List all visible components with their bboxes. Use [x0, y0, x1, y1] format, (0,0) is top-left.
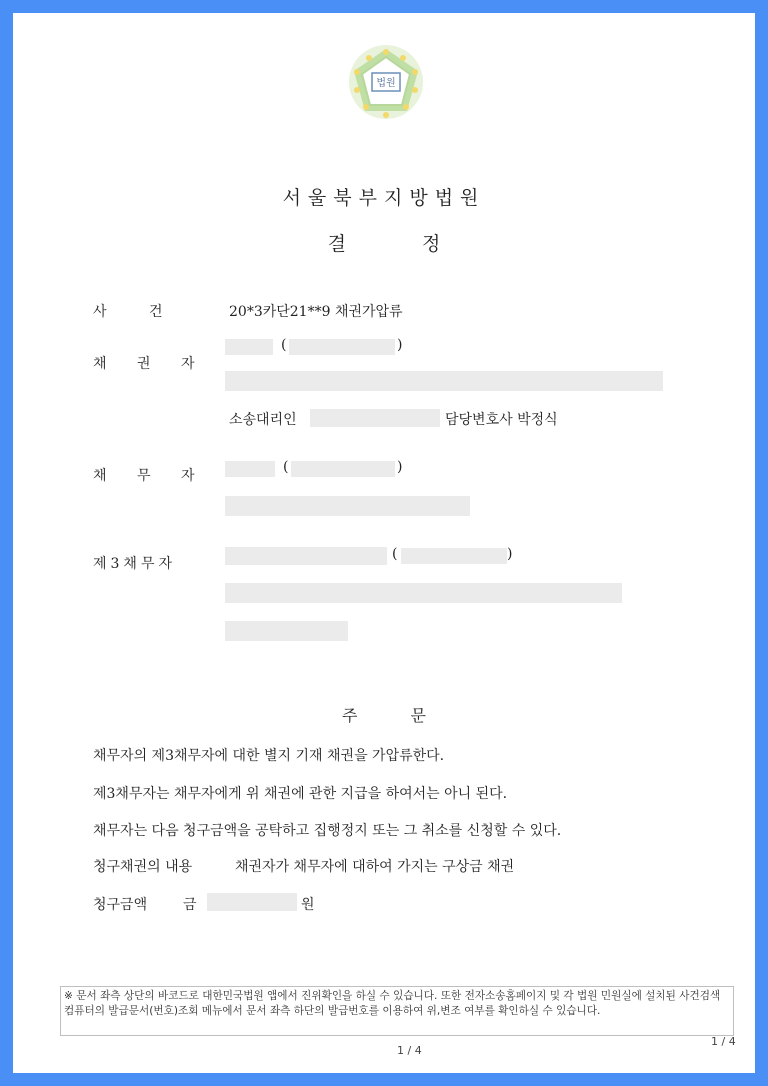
redacted-creditor-address — [225, 371, 663, 391]
claim-amount-label: 청구금액 — [93, 897, 148, 913]
document-page — [13, 13, 755, 1073]
redacted-third-debtor-address — [225, 583, 622, 603]
case-label: 사 건 — [93, 304, 163, 320]
claim-amount-suffix: 원 — [301, 897, 315, 913]
court-name: 서울북부지방법원 — [282, 187, 486, 209]
order-line: 채무자의 제3채무자에 대한 별지 기재 채권을 가압류한다. — [93, 748, 445, 764]
redacted-third-debtor-name — [225, 547, 387, 565]
counsel-prefix: 소송대리인 — [229, 412, 297, 428]
redacted-claim-amount — [207, 893, 297, 911]
redacted-debtor-address — [225, 496, 470, 516]
page-number-right: 1 / 4 — [711, 1035, 736, 1048]
order-line: 채무자는 다음 청구금액을 공탁하고 집행정지 또는 그 취소를 신청할 수 있다. — [93, 823, 562, 839]
page-number-center: 1 / 4 — [397, 1044, 422, 1057]
redacted-creditor-name — [225, 339, 273, 355]
debtor-label: 채 무 자 — [93, 468, 208, 484]
court-seal-icon — [347, 43, 425, 121]
order-heading: 주 문 — [342, 706, 426, 725]
claim-amount-prefix: 금 — [183, 897, 197, 913]
third-debtor-label: 제3채무자 — [93, 556, 177, 572]
paren-close: ) — [507, 546, 513, 562]
redacted-third-debtor-detail — [225, 621, 348, 641]
paren-open: ( — [281, 337, 287, 353]
paren-close: ) — [397, 337, 403, 353]
redacted-creditor-id — [289, 339, 395, 355]
redacted-law-firm — [310, 409, 440, 427]
counsel-suffix: 담당변호사 박정식 — [445, 412, 558, 428]
redacted-debtor-name — [225, 461, 275, 477]
order-line: 제3채무자는 채무자에게 위 채권에 관한 지급을 하여서는 아니 된다. — [93, 786, 508, 802]
paren-close: ) — [397, 459, 403, 475]
claim-content-label: 청구채권의 내용 — [93, 859, 193, 875]
claim-content-value: 채권자가 채무자에 대하여 가지는 구상금 채권 — [235, 859, 515, 875]
redacted-third-debtor-id — [401, 548, 507, 564]
creditor-label: 채 권 자 — [93, 356, 208, 372]
verification-notice: ※ 문서 좌측 상단의 바코드로 대한민국법원 앱에서 진위확인을 하실 수 있습니다. 또한 전자소송홈페이지 및 각 법원 민원실에 설치된 사건검색 컴퓨터의 발급문서(번호)조회 메뉴에서 문서 좌측 하단의 발급번호를 이용하여 위,변조 여부를 확인하실 수 있습니다. — [60, 986, 734, 1036]
seal-text: 법원 — [376, 78, 396, 89]
document-title: 결 정 — [327, 233, 441, 255]
paren-open: ( — [283, 459, 289, 475]
case-value: 20*3카단21**9 채권가압류 — [229, 304, 403, 320]
redacted-debtor-id — [291, 461, 395, 477]
paren-open: ( — [392, 546, 398, 562]
